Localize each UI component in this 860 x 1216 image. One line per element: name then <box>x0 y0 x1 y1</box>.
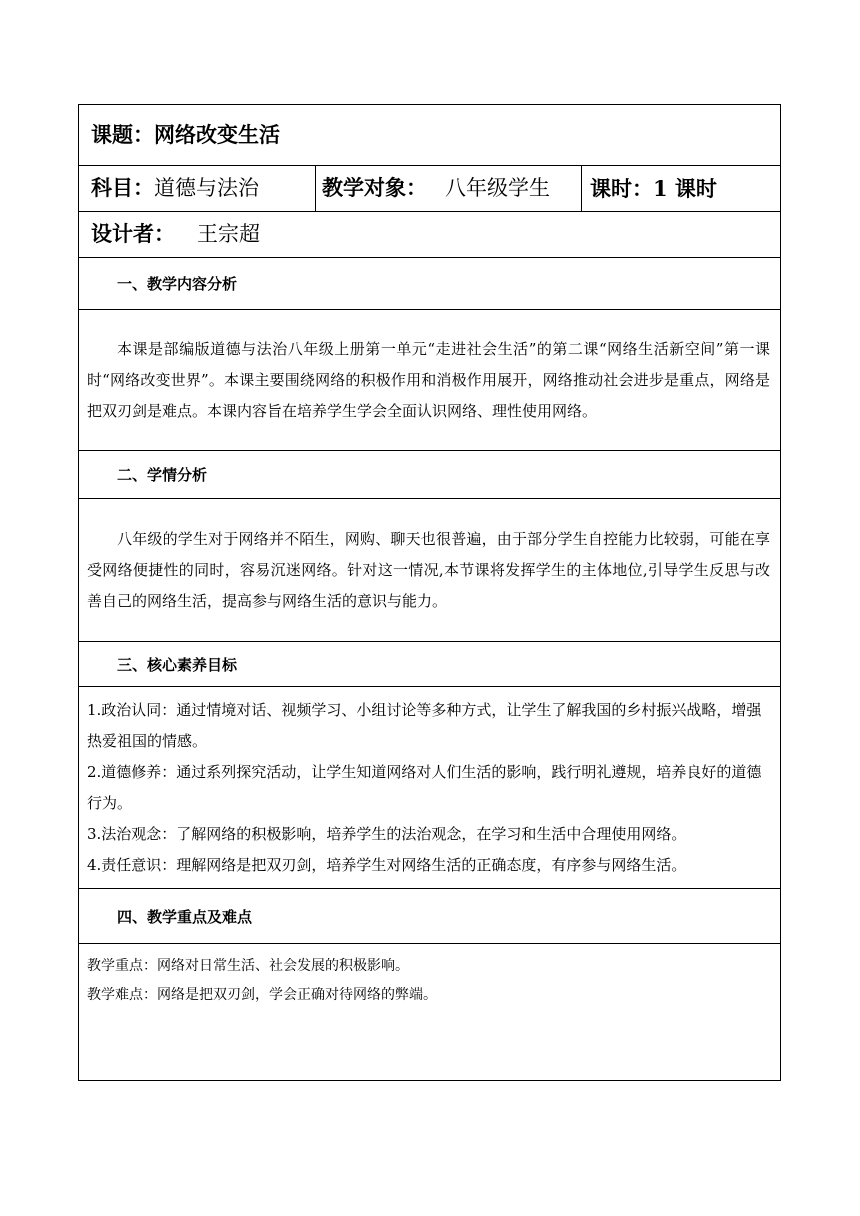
student-analysis-text: 八年级的学生对于网络并不陌生，网购、聊天也很普遍，由于部分学生自控能力比较弱，可能在享受网络便捷性的同时，容易沉迷网络。针对这一情况,本节课将发挥学生的主体地位,引导学生反思与改善自己的网络生活，提高参与网络生活的意识与能力。 <box>79 499 781 642</box>
subject-value: 道德与法治 <box>154 176 259 201</box>
audience-cell <box>316 166 582 212</box>
goals-heading-row <box>79 642 781 687</box>
focus-heading-row <box>79 889 781 944</box>
designer-label: 设计者： <box>91 221 175 247</box>
goals-body-row <box>79 687 781 889</box>
audience-label: 教学对象： <box>322 175 427 201</box>
focus-body-row <box>79 944 781 1081</box>
lesson-plan-table <box>78 104 781 1081</box>
focus-heading: 四、教学重点及难点 <box>79 889 781 944</box>
period-cell <box>582 166 781 212</box>
key-point-text: 教学重点：网络对日常生活、社会发展的积极影响。 <box>87 958 409 974</box>
difficulty-text: 教学难点：网络是把双刃剑，学会正确对待网络的弊端。 <box>87 987 437 1003</box>
designer-value: 王宗超 <box>197 222 260 247</box>
title-row <box>79 105 781 166</box>
content-analysis-heading: 一、教学内容分析 <box>79 258 781 310</box>
audience-value: 八年级学生 <box>445 176 550 201</box>
designer-row <box>79 212 781 258</box>
subject-cell <box>79 166 316 212</box>
content-heading-row <box>79 258 781 310</box>
student-analysis-heading: 二、学情分析 <box>79 451 781 499</box>
goal-item-legal: 3.法治观念：了解网络的积极影响，培养学生的法治观念，在学习和生活中合理使用网络。 <box>87 824 687 843</box>
lesson-title: 网络改变生活 <box>154 122 280 148</box>
meta-row <box>79 166 781 212</box>
title-cell <box>79 105 781 166</box>
core-goals-list <box>79 687 781 889</box>
period-value: 1 课时 <box>653 175 717 201</box>
core-goals-heading: 三、核心素养目标 <box>79 642 781 687</box>
goal-item-moral: 2.道德修养：通过系列探究活动，让学生知道网络对人们生活的影响，践行明礼遵规，培养良好的道德行为。 <box>87 762 762 812</box>
students-heading-row <box>79 451 781 499</box>
goal-item-political: 1.政治认同：通过情境对话、视频学习、小组讨论等多种方式，让学生了解我国的乡村振兴战略，增强热爱祖国的情感。 <box>87 700 762 750</box>
content-analysis-text: 本课是部编版道德与法治八年级上册第一单元“走进社会生活”的第二课“网络生活新空间”第一课时“网络改变世界”。本课主要围绕网络的积极作用和消极作用展开，网络推动社会进步是重点，网络是把双刃剑是难点。本课内容旨在培养学生学会全面认识网络、理性使用网络。 <box>79 310 781 451</box>
goal-item-responsibility: 4.责任意识：理解网络是把双刃剑，培养学生对网络生活的正确态度，有序参与网络生活。 <box>87 855 687 874</box>
title-label: 课题： <box>91 122 154 148</box>
focus-body <box>79 944 781 1081</box>
subject-label: 科目： <box>91 175 154 201</box>
period-label: 课时： <box>590 175 653 201</box>
content-body-row <box>79 310 781 451</box>
students-body-row <box>79 499 781 642</box>
designer-cell <box>79 212 781 258</box>
